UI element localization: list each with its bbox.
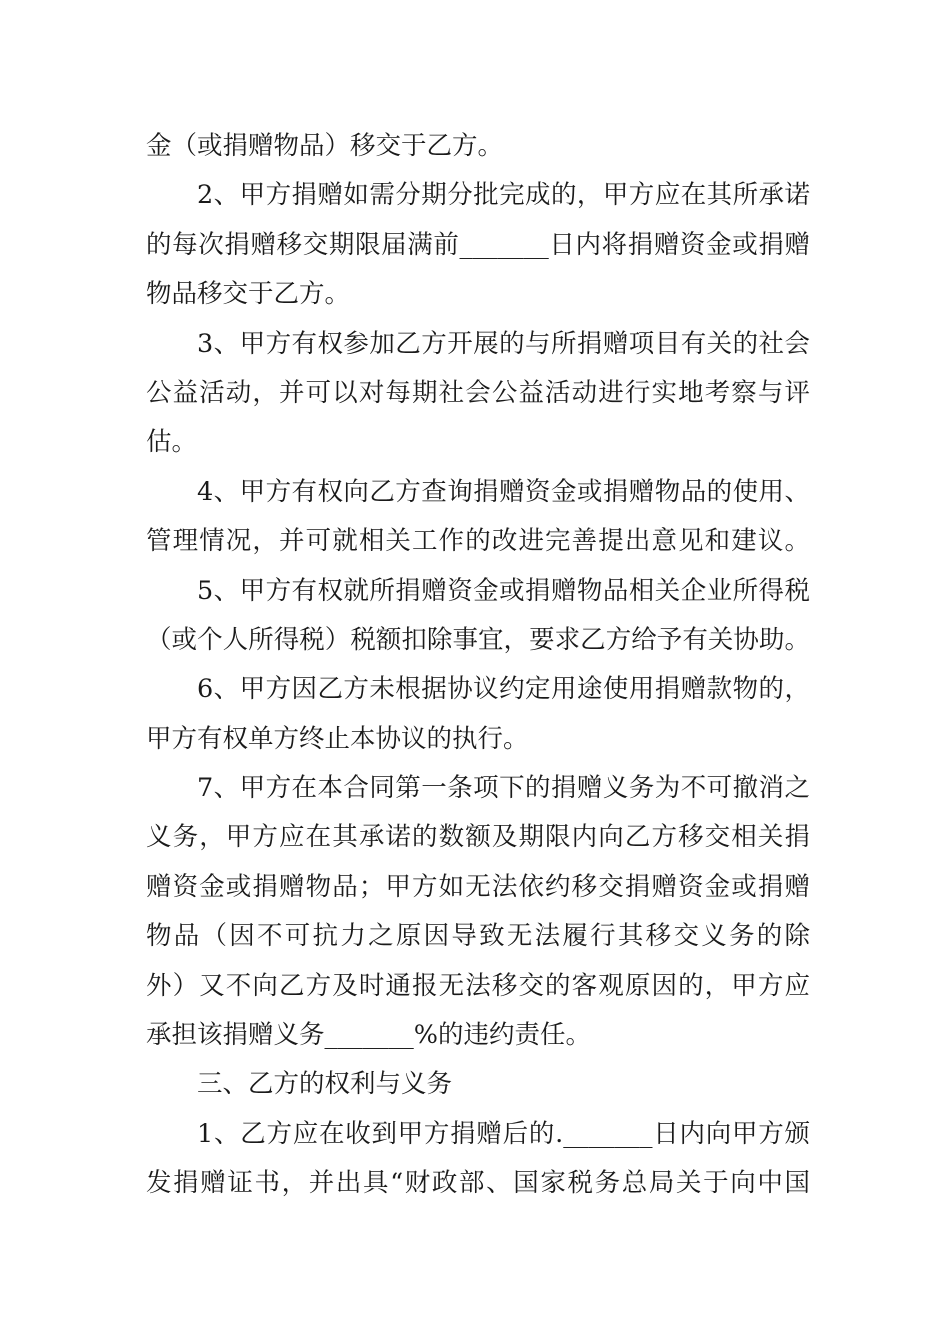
- paragraph-5-line-1: 5、甲方有权就所捐赠资金或捐赠物品相关企业所得税: [197, 575, 810, 606]
- paragraph-b1-line-1: 1、乙方应在收到甲方捐赠后的._______日内向甲方颁: [197, 1118, 810, 1149]
- text-line: 的每次捐赠移交期限届满前_______日内将捐赠资金或捐赠: [146, 229, 810, 260]
- text-line: 甲方有权单方终止本协议的执行。: [146, 723, 529, 754]
- text-line: 估。: [146, 427, 198, 458]
- paragraph-6-line-1: 6、甲方因乙方未根据协议约定用途使用捐赠款物的，: [197, 674, 810, 705]
- paragraph-3-line-1: 3、甲方有权参加乙方开展的与所捐赠项目有关的社会: [197, 328, 810, 359]
- paragraph-7-line-1: 7、甲方在本合同第一条项下的捐赠义务为不可撤消之: [197, 773, 810, 804]
- text-line: 赠资金或捐赠物品；甲方如无法依约移交捐赠资金或捐赠: [146, 871, 810, 902]
- text-line: 承担该捐赠义务_______%的违约责任。: [146, 1020, 591, 1051]
- text-line: 发捐赠证书，并出具“财政部、国家税务总局关于向中国: [146, 1168, 810, 1199]
- text-line: 物品移交于乙方。: [146, 279, 351, 310]
- contract-text: [146, 122, 810, 1209]
- paragraph-4-line-1: 4、甲方有权向乙方查询捐赠资金或捐赠物品的使用、: [197, 476, 810, 507]
- text-line: （或个人所得税）税额扣除事宜，要求乙方给予有关协助。: [146, 624, 810, 655]
- text-line: 金（或捐赠物品）移交于乙方。: [146, 131, 504, 161]
- text-line: 义务，甲方应在其承诺的数额及期限内向乙方移交相关捐: [146, 822, 810, 853]
- section-heading: 三、乙方的权利与义务: [197, 1069, 453, 1100]
- text-line: 物品（因不可抗力之原因导致无法履行其移交义务的除: [146, 921, 810, 952]
- text-line: 外）又不向乙方及时通报无法移交的客观原因的，甲方应: [146, 970, 810, 1001]
- text-line: 公益活动，并可以对每期社会公益活动进行实地考察与评: [146, 377, 810, 408]
- text-line: 管理情况，并可就相关工作的改进完善提出意见和建议。: [146, 526, 810, 557]
- paragraph-2-line-1: 2、甲方捐赠如需分期分批完成的，甲方应在其所承诺: [197, 180, 810, 211]
